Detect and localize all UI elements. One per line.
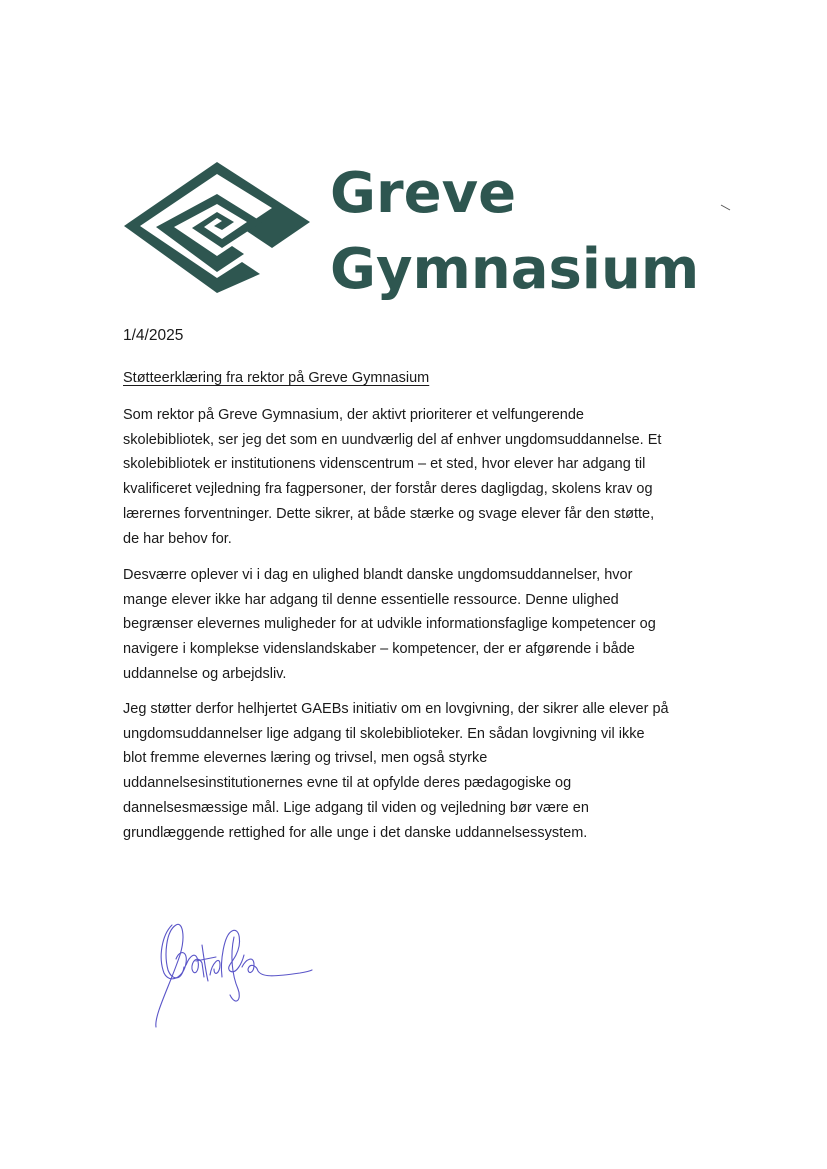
- text-line: uddannelse og arbejdsliv.: [123, 665, 287, 682]
- text-line: skolebibliotek, ser jeg det som en uundværlig del af enhver ungdomsuddannelse. Et: [123, 431, 662, 448]
- text-line: Desværre oplever vi i dag en ulighed blandt danske ungdomsuddannelser, hvor: [123, 567, 633, 583]
- text-line: Som rektor på Greve Gymnasium, der aktivt prioriterer et velfungerende: [123, 407, 584, 423]
- body-paragraph-3: [123, 697, 713, 845]
- text-line: ungdomsuddannelser lige adgang til skolebiblioteker. En sådan lovgivning vil ikke: [123, 725, 645, 742]
- body-paragraph-2: [123, 563, 713, 687]
- school-logo: [122, 152, 702, 302]
- text-line: kvalificeret vejledning fra fagpersoner, der forstår deres dagligdag, skolens krav og: [123, 481, 653, 498]
- text-line: navigere i komplekse videnslandskaber – kompetencer, der er afgørende i både: [123, 641, 635, 658]
- text-line: de har behov for.: [123, 530, 232, 547]
- text-line: skolebibliotek er institutionens videnscentrum – et sted, hvor elever har adgang til: [123, 456, 646, 473]
- text-line: lærernes forventninger. Dette sikrer, at både stærke og svage elever får den støtte,: [123, 505, 655, 522]
- letter-date: 1/4/2025: [123, 327, 184, 344]
- greve-logo-icon: [122, 160, 312, 295]
- text-line: blot fremme elevernes læring og trivsel, men også styrke: [123, 750, 488, 767]
- text-line: Jeg støtter derfor helhjertet GAEBs initiativ om en lovgivning, der sikrer alle elever på: [123, 701, 669, 717]
- text-line: uddannelsesinstitutionernes evne til at opfylde deres pædagogiske og: [123, 775, 572, 792]
- letter-subject: Støtteerklæring fra rektor på Greve Gymnasium: [123, 370, 430, 386]
- handwritten-signature: [150, 915, 315, 1035]
- text-line: begrænser elevernes muligheder for at udvikle informationsfaglige kompetencer og: [123, 616, 656, 633]
- logo-text-gymnasium: Gymnasium: [330, 237, 700, 302]
- text-line: dannelsesmæssige mål. Lige adgang til viden og vejledning bør være en: [123, 799, 589, 816]
- body-paragraph-1: [123, 403, 713, 551]
- text-line: mange elever ikke har adgang til denne essentielle ressource. Denne ulighed: [123, 591, 619, 608]
- logo-text-greve: Greve: [330, 161, 517, 226]
- text-line: grundlæggende rettighed for alle unge i det danske uddannelsessystem.: [123, 824, 588, 841]
- scan-mark-icon: [720, 204, 732, 212]
